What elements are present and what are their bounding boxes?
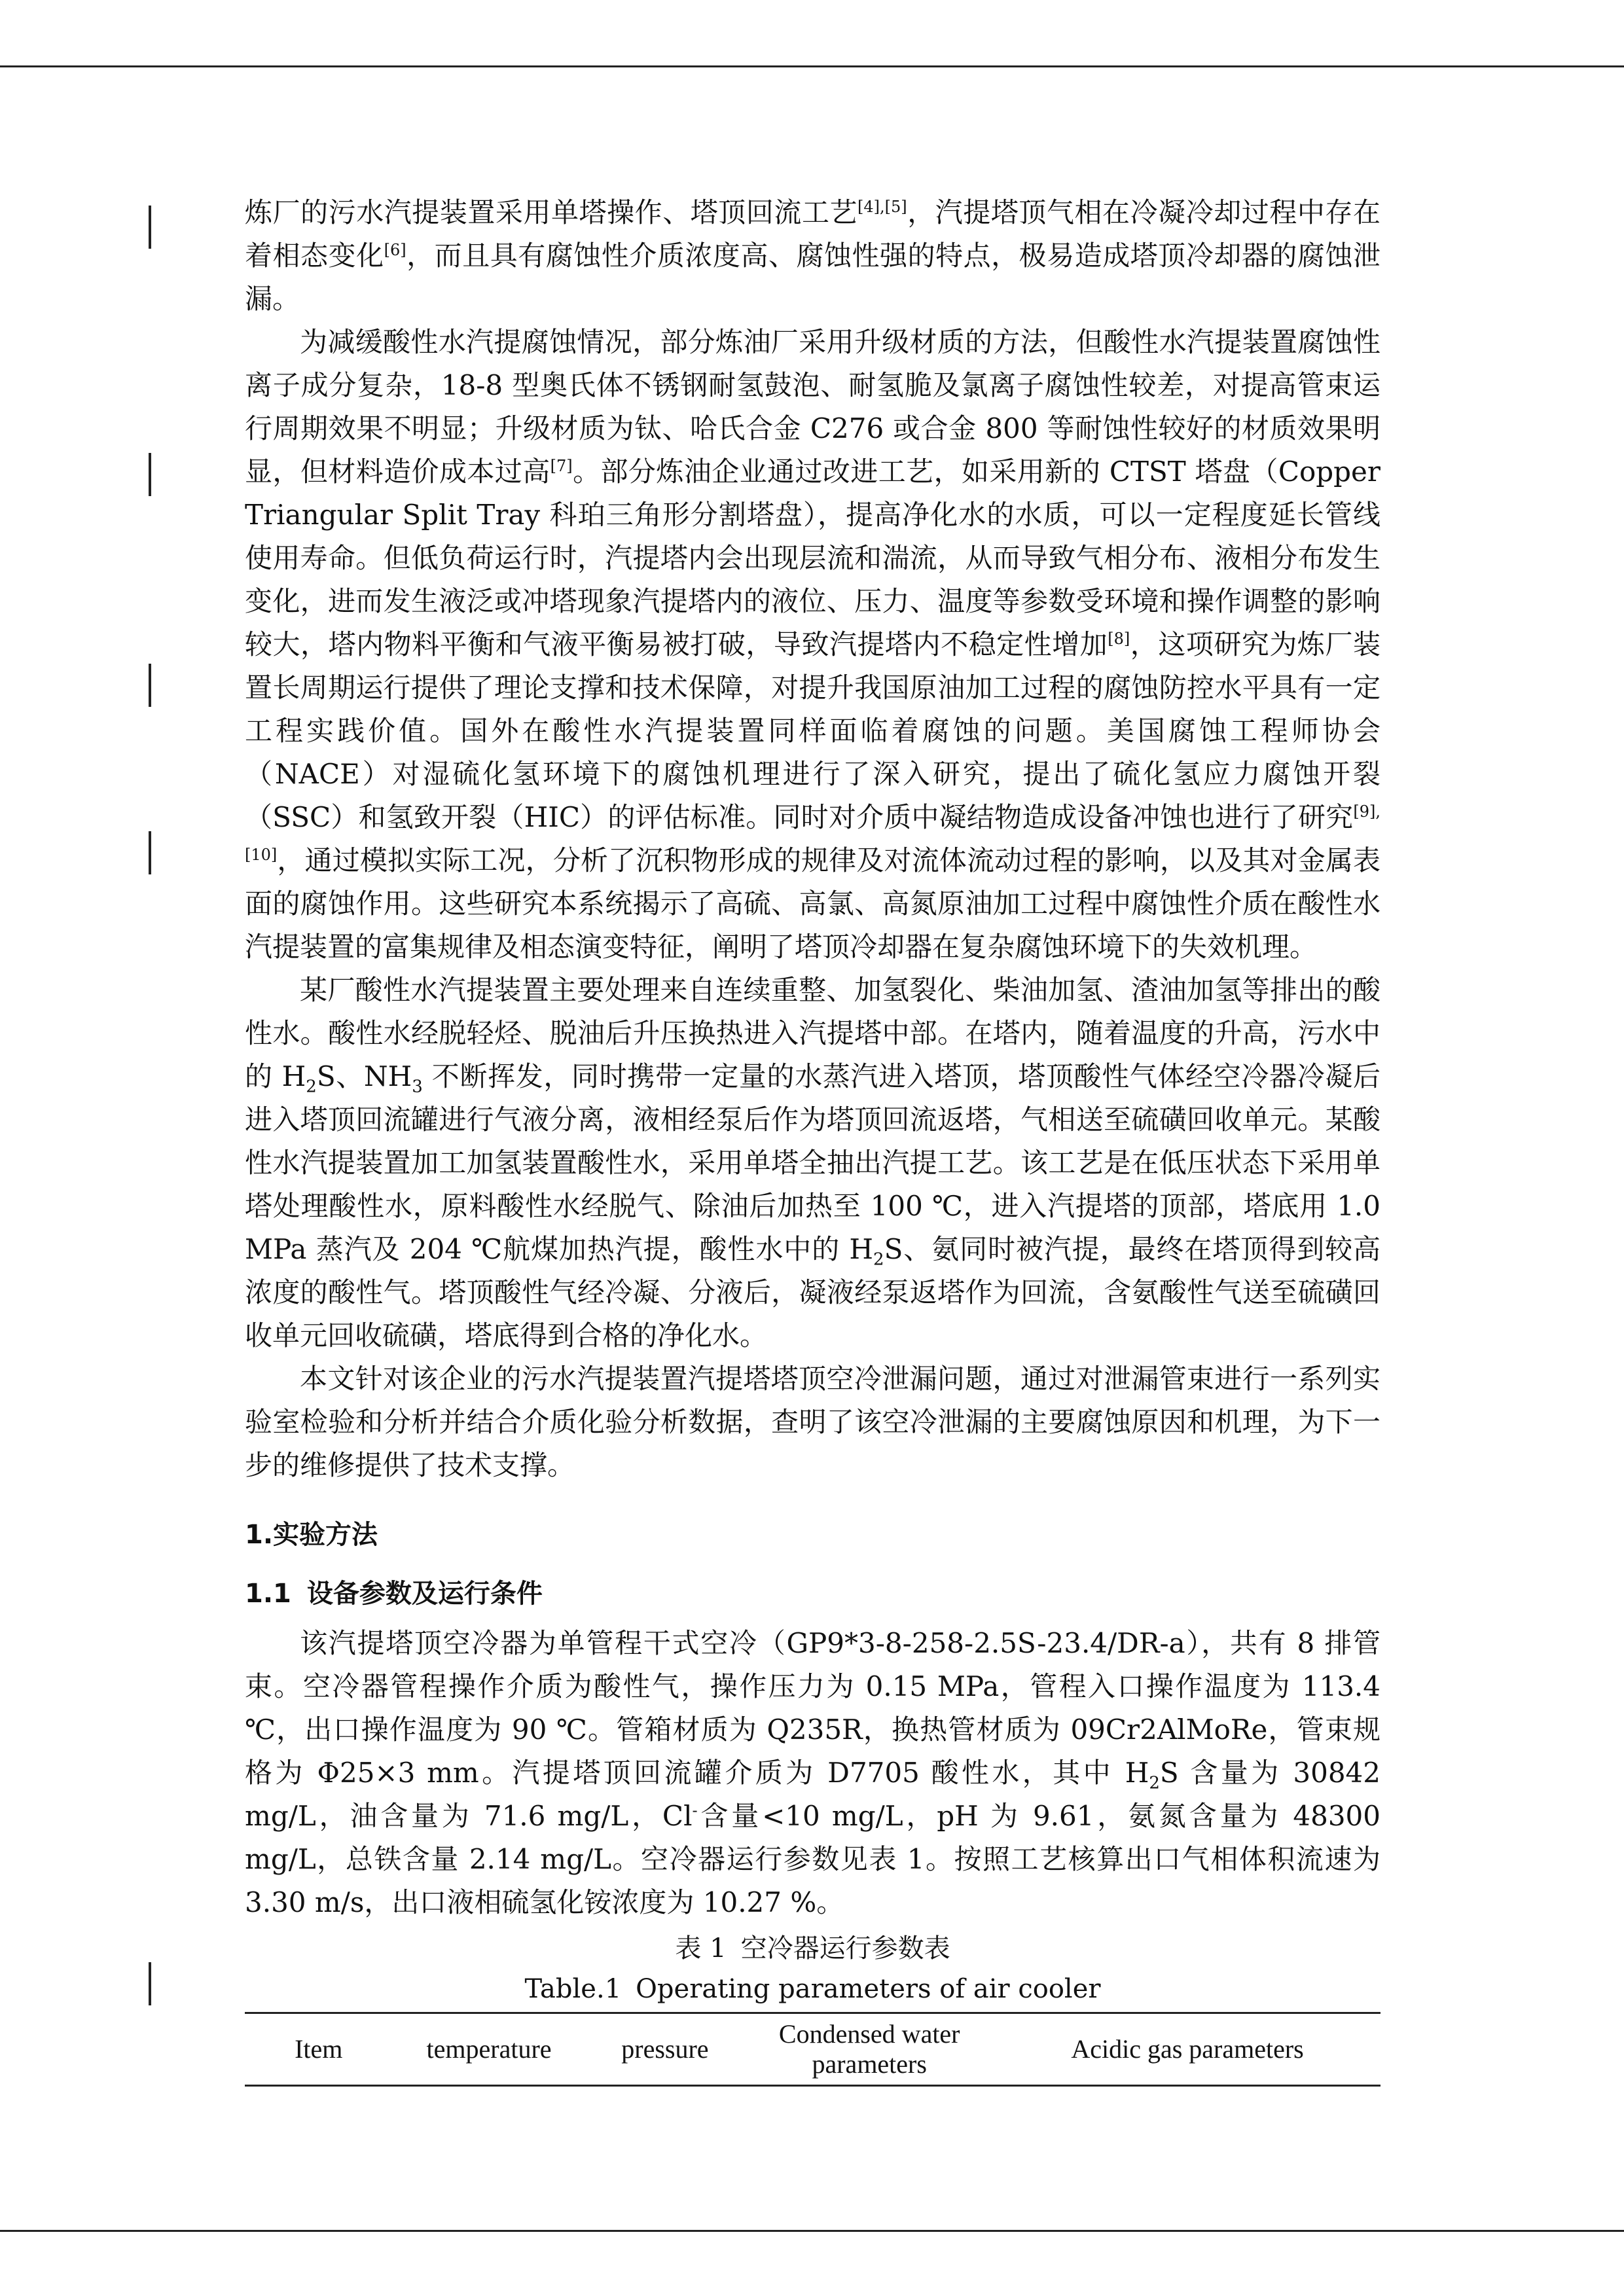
footer-rule <box>0 2230 1624 2232</box>
citation[interactable]: [6] <box>384 241 406 259</box>
paragraph-corrosion-background: 为减缓酸性水汽提腐蚀情况，部分炼油厂采用升级材质的方法，但酸性水汽提装置腐蚀性离子成分复杂，18-8 型奥氏体不锈钢耐氢鼓泡、耐氢脆及氯离子腐蚀性较差，对提高管束运行周期效果不明显；升级材质为钛、哈氏合金 C276 或合金 800 等耐蚀性较好的材质效果明显，但材料造价成本过高[7]。部分炼油企业通过改进工艺，如采用新的 CTST 塔盘（Copper Triangular Split Tray 科珀三角形分割塔盘），提高净化水的水质，可以一定程度延长管线使用寿命。但低负荷运行时，汽提塔内会出现层流和湍流，从而导致气相分布、液相分布发生变化，进而发生液泛或冲塔现象汽提塔内的液位、压力、温度等参数受环境和操作调整的影响较大，塔内物料平衡和气液平衡易被打破，导致汽提塔内不稳定性增加[8]，这项研究为炼厂装置长周期运行提供了理论支撑和技术保障，对提升我国原油加工过程的腐蚀防控水平具有一定工程实践价值。国外在酸性水汽提装置同样面临着腐蚀的问题。美国腐蚀工程师协会（NACE）对湿硫化氢环境下的腐蚀机理进行了深入研究，提出了硫化氢应力腐蚀开裂（SSC）和氢致开裂（HIC）的评估标准。同时对介质中凝结物造成设备冲蚀也进行了研究[9],[10]，通过模拟实际工况，分析了沉积物形成的规律及对流体流动过程的影响，以及其对金属表面的腐蚀作用。这些研究本系统揭示了高硫、高氯、高氮原油加工过程中腐蚀性介质在酸性水汽提装置的富集规律及相态演变特征，阐明了塔顶冷却器在复杂腐蚀环境下的失效机理。 <box>245 326 1380 963</box>
citation[interactable]: [4],[5] <box>857 198 907 216</box>
column-header: Acidic gas parameters <box>994 2013 1380 2086</box>
citation[interactable]: [9],[10] <box>245 802 1380 864</box>
table-caption-en: Table.1 Operating parameters of air cooler <box>524 1974 1101 2004</box>
table-caption-cn: 表 1 空冷器运行参数表 <box>675 1933 950 1964</box>
column-header: Item <box>245 2013 393 2086</box>
citation[interactable]: [8] <box>1108 630 1130 648</box>
paragraph-intro: 炼厂的污水汽提装置采用单塔操作、塔顶回流工艺[4],[5]，汽提塔顶气相在冷凝冷却过程中存在着相态变化[6]，而且具有腐蚀性介质浓度高、腐蚀性强的特点，极易造成塔顶冷却器的腐蚀泄漏。 <box>245 196 1380 315</box>
paragraph-process-description: 某厂酸性水汽提装置主要处理来自连续重整、加氢裂化、柴油加氢、渣油加氢等排出的酸性水。酸性水经脱轻烃、脱油后升压换热进入汽提塔中部。在塔内，随着温度的升高，污水中的 $H_2S$、$NH_3$ 不断挥发，同时携带一定量的水蒸汽进入塔顶，塔顶酸性气体经空冷器冷凝后进入塔顶回流罐进行气液分离，液相经泵后作为塔顶回流返塔，气相送至硫磺回收单元。某酸性水汽提装置加工加氢装置酸性水，采用单塔全抽出汽提工艺。该工艺是在低压状态下采用单塔处理酸性水，原料酸性水经脱气、除油后加热至 100 ℃，进入汽提塔的顶部，塔底用 1.0 MPa 蒸汽及 204 ℃航煤加热汽提，酸性水中的 $H_2S$、氨同时被汽提，最终在塔顶得到较高浓度的酸性气。塔顶酸性气经冷凝、分液后，凝液经泵返塔作为回流，含氨酸性气送至硫磺回收单元回收硫磺，塔底得到合格的净化水。 <box>245 974 1380 1352</box>
paragraph-purpose: 本文针对该企业的污水汽提装置汽提塔塔顶空冷泄漏问题，通过对泄漏管束进行一系列实验室检验和分析并结合介质化验分析数据，查明了该空冷泄漏的主要腐蚀原因和机理，为下一步的维修提供了技术支撑。 <box>245 1363 1380 1481</box>
revision-bar <box>149 453 151 496</box>
citation[interactable]: [7] <box>550 457 573 475</box>
column-header: pressure <box>585 2013 744 2086</box>
revision-bar <box>149 1962 151 2005</box>
subsection-heading: 1.1 设备参数及运行条件 <box>245 1579 543 1609</box>
column-header: temperature <box>393 2013 586 2086</box>
parameters-table <box>245 2012 1380 2087</box>
section-heading: 1.实验方法 <box>245 1520 378 1550</box>
revision-bar <box>149 664 151 707</box>
paragraph-equipment-parameters: 该汽提塔顶空冷器为单管程干式空冷（GP9*3-8-258-2.5S-23.4/DR-a），共有 8 排管束。空冷器管程操作介质为酸性气，操作压力为 0.15 MPa，管程入口操作温度为 113.4 ℃，出口操作温度为 90 ℃。管箱材质为 Q235R，换热管材质为 09Cr2AlMoRe，管束规格为 Φ25×3 mm。汽提塔顶回流罐介质为 D7705 酸性水，其中 $H_2S$ 含量为 30842 mg/L，油含量为 71.6 mg/L，Cl-含量<10 mg/L，pH 为 9.61，氨氮含量为 48300 mg/L，总铁含量 2.14 mg/L。空冷器运行参数见表 1。按照工艺核算出口气相体积流速为 3.30 m/s，出口液相硫氢化铵浓度为 10.27 %。 <box>245 1627 1380 1918</box>
table-header-row <box>245 2013 1380 2086</box>
column-header: Condensed water parameters <box>744 2013 994 2086</box>
revision-bar <box>149 831 151 874</box>
header-rule <box>0 65 1624 67</box>
page-body <box>245 191 1380 2087</box>
revision-bar <box>149 206 151 249</box>
